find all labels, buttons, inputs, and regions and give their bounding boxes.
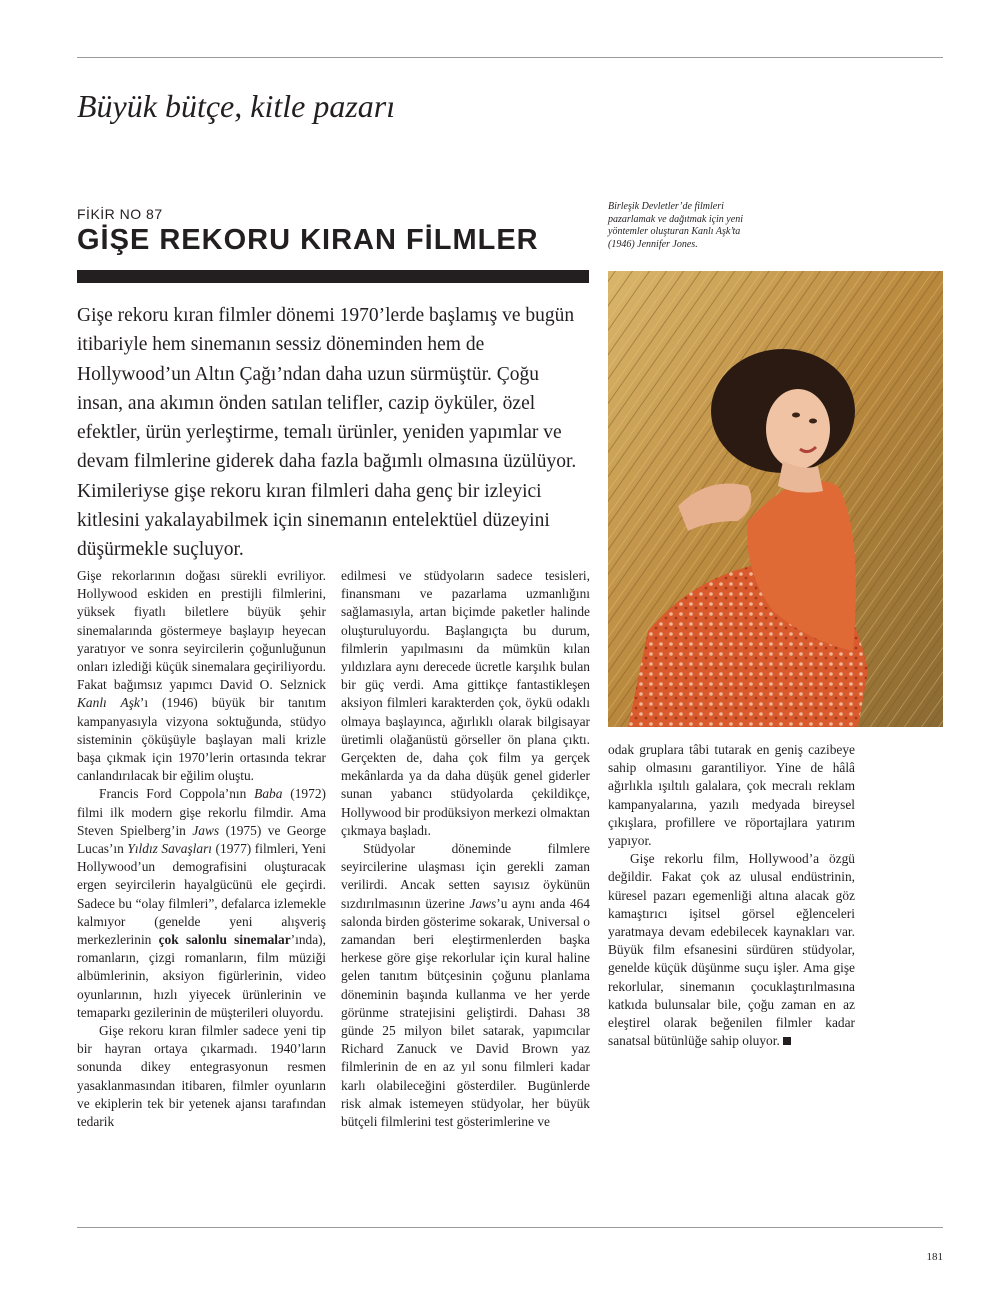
page-number: 181: [926, 1251, 943, 1263]
section-title: Büyük bütçe, kitle pazarı: [77, 88, 396, 124]
film-title: Kanlı Aşk: [77, 695, 140, 711]
body-column-2: [341, 567, 590, 1131]
lede-paragraph: Gişe rekoru kıran filmler dönemi 1970’lerde başlamış ve bugün itibariyle hem sinemanın sessiz döneminden hem de Hollywood’un Altın Çağı’ndan daha uzun sürmüştür. Çoğu insan, ana akımın önden satılan telifler, cazip öyküler, özel efektler, ürün yerleştirme, temalı ürünler, yeniden yapımlar ve devam filmlerine giderek daha fazla bağımlı olmasına üzülüyor. Kimileriyse gişe rekoru kıran filmleri daha genç bir izleyici kitlesini yakalayabilmek için sinemanın entelektüel düzeyini düşürmekle suçluyor.: [77, 305, 577, 561]
body-column-1: [77, 567, 326, 1131]
headline-bar: [77, 270, 589, 283]
film-still-photo: [608, 271, 943, 727]
idea-number: FİKİR NO 87: [77, 206, 163, 222]
film-title: Baba: [254, 786, 283, 802]
body-paragraph: edilmesi ve stüdyoların sadece tesisleri, finansmanı ve pazarlama uzmanlığını sağlamasıyla, artan biçimde paketler halinde oluşturuluyordu. Başlangıçta bu durum, filmlerin yapılmasını da mümkün kılan yıldızlara aynı derecede ücretle karşılık bulan bir güç verdi. Ama gittikçe fantastikleşen aksiyon filmleri karakterden çok, öykü odaklı olmaya başlayınca, ağırlıklı olarak bilgisayar üretimli olağanüstü görseller ön plana çıktı. Gerçekten de, daha çok film ya gerçek mekânlarda ya da daha düşük genel giderler sunan yabancı stüdyolarda çekildikçe, Hollywood bir prodüksiyon merkezi olmaktan çıkmaya başladı.: [341, 568, 590, 838]
headline: GİŞE REKORU KIRAN FİLMLER: [77, 224, 539, 256]
body-paragraph: Gişe rekorlu film, Hollywood’a özgü değildir. Fakat çok az ulusal endüstrinin, küresel pazarı egemenliği altına alacak göz kamaştırıcı işitsel görsel eğlenceleri yaratmaya devam edebilecek kaynakları var. Büyük film efsanesini sürdüren stüdyolar, genelde küçük düşünme suçu işler. Ama gişe rekorlular, sinemanın çocuklaştırılmasına katkıda bulunsalar bile, çoğu zaman en az eleştirel olarak beğenilen filmler kadar sanatsal bütünlüğe sahip oluyor.: [608, 851, 855, 1049]
body-paragraph: Gişe rekoru kıran filmler sadece yeni tip bir hayran ortaya çıkarmadı. 1940’ların sonunda dikey entegrasyonun resmen yasaklanmasından itibaren, filmler oyunların ve ekiplerin tek bir yetenek ajansı tarafından tedarik: [77, 1023, 326, 1130]
bottom-rule: [77, 1227, 943, 1228]
body-paragraph: Stüdyolar döneminde filmlere seyircilerine ulaşması için gerekli zaman verilirdi. Ancak setten sayısız öykünün sızdırılmasının üzerine Jaws’u aynı anda 464 salonda birden gösterime sokarak, Universal o zamandan beri eleştirmenlerden başka herkese göre gişe rekorlular için kural haline gelen tanıtım bütçesinin çoğunu planlama döneminin başında kullanma ve her yerde görünme stratejisini geliştirdi. Dahası 38 günde 25 milyon bilet satarak, yapımcılar Richard Zanuck ve David Brown yaz filmlerinin de en az yıl sonu filmleri kadar karlı olabileceğini gösterdiler. Bugünlerde risk almak istemeyen stüdyolar, her büyük bütçeli filmlerini test gösterimlerine ve: [341, 841, 590, 1130]
body-paragraph: odak gruplara tâbi tutarak en geniş cazibeye sahip olmasını garantiliyor. Yine de hâlâ ağırlıkla ışıltılı galalara, çok mecralı reklam kampanyalarına, yazılı medyada bireysel çıkışlara, profillere ve röportajlara yatırım yapıyor.: [608, 742, 855, 849]
key-term: çok salonlu sinemalar: [158, 932, 291, 948]
top-rule: [77, 57, 943, 58]
body-paragraph: Francis Ford Coppola’nın Baba (1972) filmi ilk modern gişe rekorlu filmdir. Ama Steven Spielberg’in Jaws (1975) ve George Lucas’ın Yıldız Savaşları (1977) filmleri, Yeni Hollywood’un demografisini oluşturacak ergen seyircilerin hayalgücünü ele geçirdi. Sadece bu “olay filmleri”, defalarca izlemekle kalmıyor (genelde yeni alışveriş merkezlerinin çok salonlu sinemalar’ında), romanların, çizgi romanların, film müziği albümlerinin, aksiyon figürlerinin, video oyunlarının, hızlı yiyecek ürünlerinin ve temaparkı gezilerinin de müşterileri oluyordu.: [77, 786, 327, 1020]
end-of-article-mark: [783, 1037, 791, 1045]
film-title: Jaws: [469, 895, 497, 911]
photo-caption: Birleşik Devletler’de filmleri pazarlamak ve dağıtmak için yeni yöntemler oluşturan Kanlı Aşk’ta (1946) Jennifer Jones.: [608, 201, 743, 250]
film-title: Yıldız Savaşları: [127, 841, 213, 857]
film-title: Jaws: [192, 822, 220, 838]
body-column-3: [608, 741, 855, 1050]
body-paragraph: Gişe rekorlarının doğası sürekli evriliyor. Hollywood eskiden en prestijli filmlerini, yüksek fiyatlı biletlere büyük şehir sinemalarında göstermeye başlayıp heyecan yaratıyor ve sonra seyircilerin çoğunluğunun onları izlediği küçük sinemalara geçiriliyordu. Fakat bağımsız yapımcı David O. Selznick Kanlı Aşk’ı (1946) büyük bir tanıtım kampanyasıyla vizyona soktuğunda, stüdyo sisteminin çöküşüyle başlayan mali krizle başa çıkmak için 1970’lerin ortasında tekrar canlandırılacak bir eğilim oluştu.: [77, 568, 327, 784]
